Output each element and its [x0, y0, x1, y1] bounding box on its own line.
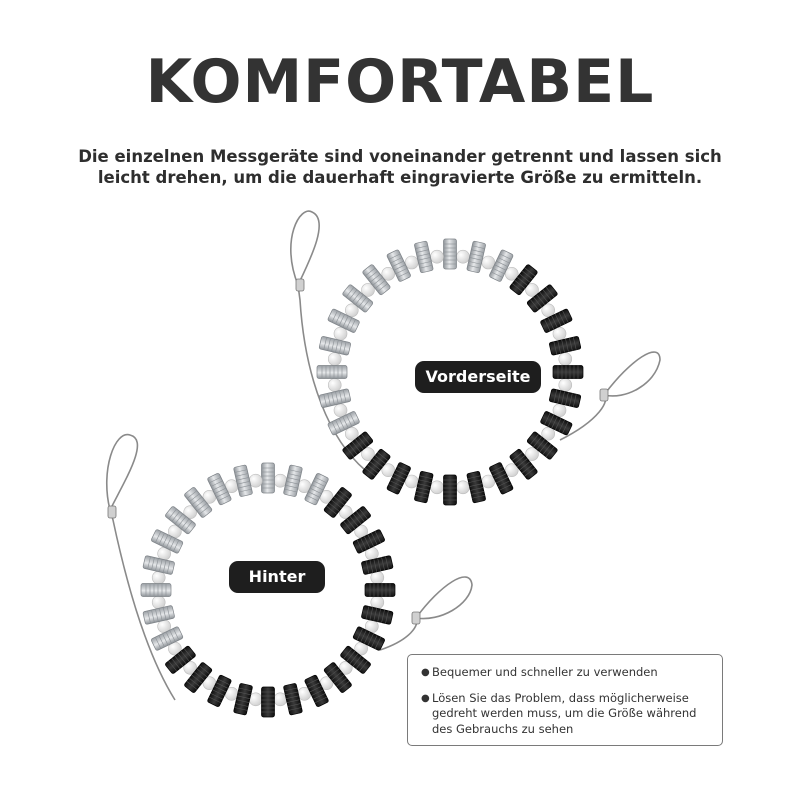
gauge-silver	[467, 241, 486, 273]
gauge-silver	[319, 336, 351, 355]
note-item	[421, 665, 712, 681]
gauge-black	[361, 555, 393, 574]
note-text: Lösen Sie das Problem, dass möglicherweise gedreht werden muss, um die Größe während des Gebrauchs zu sehen	[432, 690, 697, 736]
bead	[405, 475, 418, 488]
cable-crimp	[108, 506, 116, 518]
bead	[553, 404, 566, 417]
bead	[371, 571, 384, 584]
headline: KOMFORTABEL	[145, 47, 655, 117]
subtitle: Die einzelnen Messgeräte sind voneinander getrennt und lassen sich leicht drehen, um die dauerhaft eingravierte Größe zu ermitteln.	[78, 147, 722, 187]
bullet-icon: ●	[421, 692, 430, 704]
bead	[152, 596, 165, 609]
bead	[371, 596, 384, 609]
bead	[334, 327, 347, 340]
gauge-black	[549, 389, 581, 408]
bead	[431, 250, 444, 263]
notes-box	[407, 654, 723, 746]
gauge-silver	[319, 389, 351, 408]
gauge-black	[361, 605, 393, 624]
bead	[482, 256, 495, 269]
gauge-silver	[233, 465, 252, 497]
gauge-silver	[444, 239, 457, 269]
gauge-silver	[143, 605, 175, 624]
bead	[482, 475, 495, 488]
bead	[405, 256, 418, 269]
gauge-silver	[262, 463, 275, 493]
cable-crimp	[600, 389, 608, 401]
note-item	[421, 691, 712, 738]
bead	[249, 693, 262, 706]
note-text: Bequemer und schneller zu verwenden	[432, 665, 658, 679]
label-front: Vorderseite	[415, 361, 541, 393]
gauge-silver	[317, 366, 347, 379]
bead	[152, 571, 165, 584]
bead	[559, 353, 572, 366]
cable-crimp	[296, 279, 304, 291]
bead	[274, 693, 287, 706]
bead	[456, 250, 469, 263]
cable-crimp	[412, 612, 420, 624]
gauge-black	[365, 584, 395, 597]
bullet-icon: ●	[421, 667, 430, 678]
gauge-black	[233, 683, 252, 715]
bead	[334, 404, 347, 417]
gauge-black	[467, 471, 486, 503]
label-back: Hinter	[229, 561, 325, 593]
bead	[553, 327, 566, 340]
bead	[274, 474, 287, 487]
gauge-ring-front	[291, 211, 660, 505]
bead	[328, 378, 341, 391]
gauge-black	[444, 475, 457, 505]
gauge-silver	[143, 555, 175, 574]
gauge-black	[549, 336, 581, 355]
gauge-black	[414, 471, 433, 503]
gauge-black	[283, 683, 302, 715]
bead	[431, 481, 444, 494]
gauge-silver	[283, 465, 302, 497]
gauge-silver	[414, 241, 433, 273]
bead	[328, 353, 341, 366]
bead	[559, 378, 572, 391]
gauge-silver	[141, 584, 171, 597]
bead	[249, 474, 262, 487]
gauge-black	[262, 687, 275, 717]
bead	[456, 481, 469, 494]
gauge-black	[553, 366, 583, 379]
